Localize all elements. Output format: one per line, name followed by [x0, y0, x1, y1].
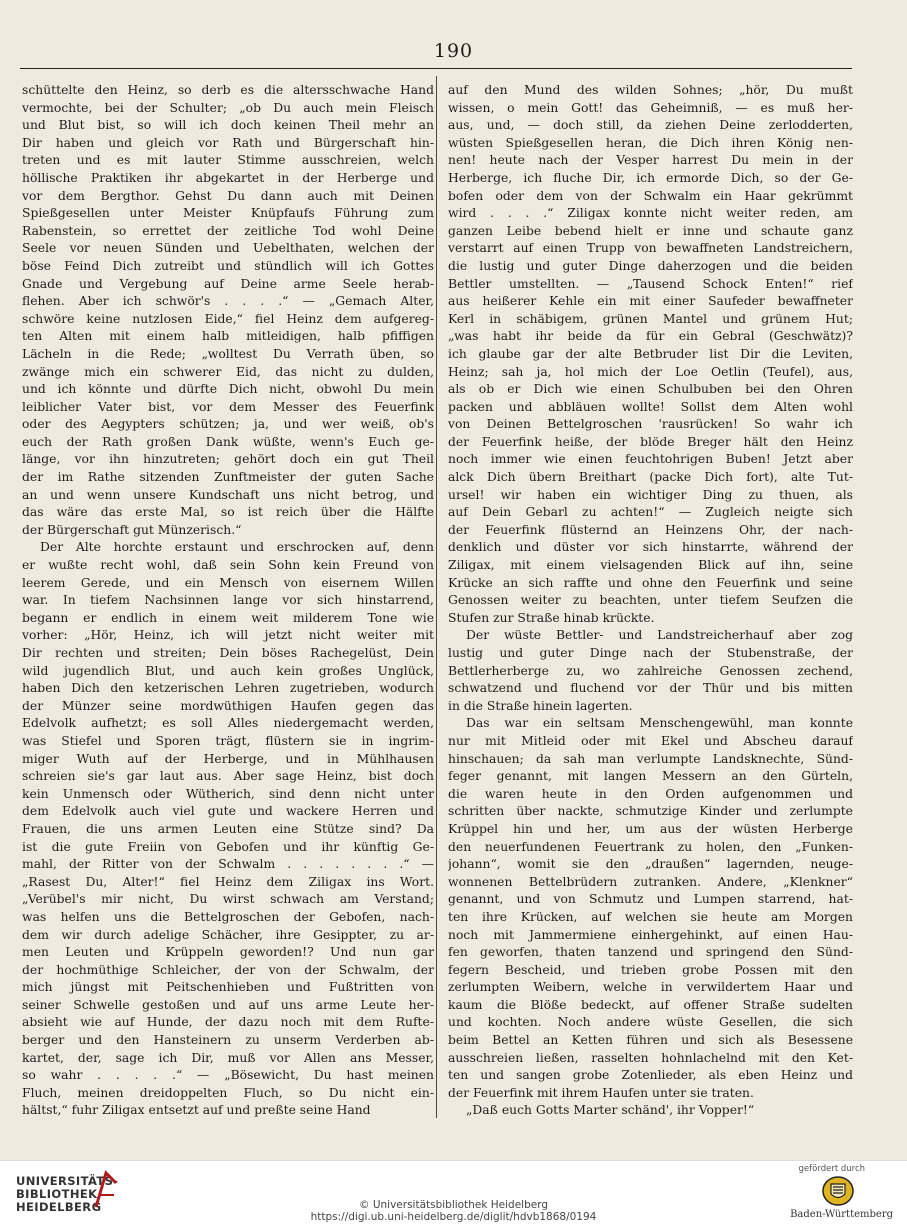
left-column-line: schüttelte den Heinz, so derb es die altersschwache Hand — [22, 83, 434, 97]
left-column-line: und ich könnte und dürfte Dich nicht, obwohl Du mein — [22, 382, 434, 397]
right-column-line: Krüppel hin und her, um aus der wüsten Herberge — [448, 821, 853, 836]
left-column-line: vermochte, bei der Schulter; „ob Du auch mein Fleisch — [22, 100, 434, 115]
right-column-line: Bettler umstellten. — „Tausend Schock Enten!“ rief — [448, 276, 853, 291]
right-column-line: auf den Mund des wilden Sohnes; „hör, Du mußt — [448, 83, 853, 97]
right-column-line: aus, und, — doch still, da ziehen Deine zerlodderten, — [448, 118, 853, 133]
right-column-line: von Deinen Bettelgroschen 'rausrücken! So wahr ich — [448, 417, 853, 432]
right-column-line: schritten über nackte, schmutzige Kinder und zerlumpte — [448, 804, 853, 819]
left-column-line: treten und es mit lauter Stimme ausschreien, welch — [22, 153, 434, 168]
right-column-line: zerlumpten Weibern, welche in verwildertem Haar und — [448, 980, 853, 995]
right-column-line: kaum die Blöße bedeckt, auf offener Straße sudelten — [448, 997, 853, 1012]
left-column-line: Spießgesellen unter Meister Knüpfaufs Führung zum — [22, 206, 434, 221]
left-column-line: schwöre keine nutzlosen Eide,“ fiel Heinz dem aufgereg- — [22, 311, 434, 326]
left-column-line: Fluch, meinen dreidoppelten Fluch, so Du nicht ein- — [22, 1085, 434, 1100]
right-column-line: Ziligax, mit einem vielsagenden Blick auf ihn, seine — [448, 558, 853, 573]
right-column-line: Heinz; sah ja, hol mich der Loe Oetlin (Teufel), aus, — [448, 364, 853, 379]
right-column-line: lustig und guter Dinge nach der Stubenstraße, der — [448, 646, 853, 660]
right-column-line: feger genannt, mit langen Messern an den Gürteln, — [448, 769, 853, 784]
left-column-line: „Rasest Du, Alter!“ fiel Heinz dem Ziligax ins Wort. — [22, 874, 434, 889]
left-column-line: seiner Schwelle gestoßen und auf uns arme Leute her- — [22, 997, 434, 1012]
left-column-line: „Verübel's mir nicht, Du wirst schwach am Verstand; — [22, 892, 434, 907]
right-column-line: Das war ein seltsam Menschengewühl, man konnte — [466, 716, 853, 731]
right-column-line: hinschauen; da sah man verlumpte Landsknechte, Sünd- — [448, 751, 853, 766]
right-column-line: aus heißerer Kehle ein mit einer Saufeder bewaffneter — [448, 294, 853, 309]
left-column-line: das wäre das erste Mal, so ist reich über die Hälfte — [22, 505, 434, 520]
left-column-line: böse Feind Dich zutreibt und stündlich will ich Gottes — [22, 258, 434, 273]
right-column-line: schwatzend und fluchend vor der Thür und bis mitten — [448, 681, 853, 696]
right-column-line: der Feuerfink mit ihrem Haufen unter sie traten. — [448, 1085, 754, 1100]
right-column-line: alck Dich übern Breithart (packe Dich fort), alte Tut- — [448, 470, 853, 485]
right-column-line: ursel! wir haben ein wichtiger Ding zu thuen, als — [448, 487, 853, 502]
left-column-line: hältst,“ fuhr Ziligax entsetzt auf und preßte seine Hand — [22, 1103, 371, 1118]
left-column-line: so wahr . . . . .“ — „Bösewicht, Du hast meinen — [22, 1068, 434, 1083]
right-column-line: Bettlerherberge zu, wo zahlreiche Genossen zechend, — [448, 663, 853, 678]
right-column-line: bofen oder dem von der Schwalm ein Haar gekrümmt — [448, 188, 853, 203]
left-column-line: er wußte recht wohl, daß sein Sohn kein Freund von — [22, 558, 434, 573]
left-column-line: oder des Aegypters schützen; ja, und wer weiß, ob's — [22, 417, 434, 432]
left-column-line: mich jüngst mit Peitschenhieben und Fußtritten von — [22, 980, 434, 995]
copyright-notice: © Universitätsbibliothek Heidelberg — [358, 1199, 548, 1211]
right-column-line: „Daß euch Gotts Marter schänd', ihr Vopper!“ — [466, 1103, 755, 1118]
left-column — [22, 82, 434, 1120]
left-column-line: begann er endlich in einem weit milderem Tone wie — [22, 610, 434, 625]
right-column-line: wissen, o mein Gott! das Geheimniß, — es muß her- — [448, 100, 853, 115]
right-column-line: in die Straße hinein lagerten. — [448, 698, 633, 713]
right-column-line: wird . . . .“ Ziligax konnte nicht weiter reden, am — [448, 206, 853, 221]
right-column-line: fegern Bescheid, und trieben grobe Possen mit den — [448, 962, 853, 977]
left-column-line: dem wir durch adelige Schächer, ihre Gesippter, zu ar- — [22, 927, 434, 942]
left-column-line: der im Rathe sitzenden Zunftmeister der guten Sache — [22, 470, 434, 485]
left-column-line: Der Alte horchte erstaunt und erschrocken auf, denn — [40, 540, 434, 555]
right-column-line: „was habt ihr beide da für ein Gebral (Geschwätz)? — [448, 329, 853, 344]
left-column-line: vorher: „Hör, Heinz, ich will jetzt nicht weiter mit — [22, 628, 434, 643]
right-column-line: johann“, womit sie den „draußen“ lagernden, neuge- — [448, 857, 853, 872]
right-column-line: ich glaube gar der alte Betbruder list Dir die Leviten, — [448, 346, 853, 361]
permalink[interactable]: https://digi.ub.uni-heidelberg.de/diglit/hdvb1868/0194 — [310, 1211, 597, 1223]
library-name-line2: BIBLIOTHEK — [16, 1187, 98, 1201]
left-column-line: war. In tiefem Nachsinnen lange vor sich hinstarrend, — [22, 593, 434, 608]
right-column-line: die waren heute in den Orden aufgenommen und — [448, 786, 853, 801]
right-column-line: der Feuerfink heiße, der blöde Breger hält den Heinz — [448, 434, 853, 449]
right-column-line: den neuerfundenen Feuertrank zu holen, den „Funken- — [448, 839, 853, 854]
left-column-line: Frauen, die uns armen Leuten eine Stütze sind? Da — [22, 821, 434, 836]
right-column-line: Genossen weiter zu beachten, unter tiefem Seufzen die — [448, 593, 853, 608]
left-column-line: euch der Rath großen Dank wüßte, wenn's Euch ge- — [22, 434, 434, 449]
right-column-line: Krücke an sich raffte und ohne den Feuerfink und seine — [448, 575, 853, 590]
left-column-line: was Stiefel und Sporen trägt, flüstern sie in ingrim- — [22, 733, 434, 748]
right-column-line: genannt, und von Schmutz und Lumpen starrend, hat- — [448, 892, 853, 907]
left-column-line: schreien sie's gar laut aus. Aber sage Heinz, bist doch — [22, 769, 434, 784]
right-column-line: nur mit Mitleid oder mit Ekel und Abscheu darauf — [448, 733, 853, 748]
right-column-line: denklich und düster vor sich hinstarrte, während der — [448, 540, 853, 555]
page-number: 190 — [433, 40, 474, 62]
left-column-line: dem Edelvolk auch viel gute und wackere Herren und — [22, 804, 434, 819]
header-rule — [20, 68, 852, 69]
right-column-line: Herberge, ich fluche Dir, ich ermorde Dich, so der Ge- — [448, 170, 853, 185]
left-column-line: flehen. Aber ich schwör's . . . .“ — „Gemach Alter, — [22, 294, 434, 309]
right-column-line: die lustig und guter Dinge daherzogen und die beiden — [448, 258, 853, 273]
right-column-line: beim Bettel an Ketten führen und sich als Besessene — [448, 1033, 853, 1048]
right-column-line: ten und sangen grobe Zotenlieder, als eben Heinz und — [448, 1068, 853, 1083]
left-column-line: und Blut bist, so will ich doch keinen Theil mehr an — [22, 118, 434, 133]
right-column-line: nen! heute nach der Vesper harrest Du mein in der — [448, 153, 853, 168]
left-column-line: kartet, der, sage ich Dir, muß vor Allen ans Messer, — [22, 1050, 434, 1065]
left-column-line: ist die gute Freiin von Gebofen und ihr künftig Ge- — [22, 839, 434, 854]
left-column-line: Rabenstein, so errettet der zeitliche Tod wohl Deine — [22, 223, 434, 238]
right-column-line: noch mit Jammermiene einhergehinkt, auf einen Hau- — [448, 927, 853, 942]
left-column-line: Edelvolk aufhetzt; es soll Alles niedergemacht werden, — [22, 716, 434, 731]
left-column-line: länge, vor ihn hinzutreten; gehört doch ein gut Theil — [22, 452, 434, 467]
footer-bar — [0, 1160, 907, 1224]
left-column-line: leerem Gerede, und ein Mensch von eisernem Willen — [22, 575, 434, 590]
funder-name[interactable]: Baden-Württemberg — [790, 1209, 893, 1220]
left-column-line: der Münzer seine mordwüthigen Haufen gegen das — [22, 698, 434, 713]
right-column-line: ausschreien ließen, rasselten hohnlachelnd mit den Ket- — [448, 1050, 853, 1065]
right-column-line: fen geworfen, thaten tanzend und springend den Sünd- — [448, 945, 853, 960]
right-column-line: und kochten. Noch andere wüste Gesellen, die sich — [448, 1015, 853, 1030]
left-column-line: höllische Praktiken ihr abgekartet in der Herberge und — [22, 170, 434, 185]
right-column-line: der Feuerfink flüsternd an Heinzens Ohr, der nach- — [448, 522, 853, 537]
library-name-line3: HEIDELBERG — [16, 1200, 102, 1214]
right-column-line: wonnenen Bettelbrüdern zutranken. Andere, „Klenkner“ — [448, 874, 853, 889]
left-column-line: zwänge mich ein schwerer Eid, das nicht zu dulden, — [22, 364, 434, 379]
left-column-line: Lächeln in die Rede; „wolltest Du Verrath üben, so — [22, 346, 434, 361]
left-column-line: kein Unmensch oder Wütherich, sind denn nicht unter — [22, 786, 434, 801]
right-column-line: wüsten Spießgesellen heran, die Dich ihren König nen- — [448, 135, 853, 150]
left-column-line: Gnade und Vergebung auf Deine arme Seele herab- — [22, 276, 434, 291]
left-column-line: was helfen uns die Bettelgroschen der Gebofen, nach- — [22, 909, 434, 924]
right-column-line: auf Dein Gebarl zu achten!“ — Zugleich neigte sich — [448, 505, 853, 520]
right-column-line: Der wüste Bettler- und Landstreicherhauf aber zog — [466, 628, 853, 643]
right-column-line: noch immer wie einen feuchtohrigen Buben! Jetzt aber — [448, 452, 853, 467]
left-column-line: ten Alten mit einem halb mitleidigen, halb pfiffigen — [22, 329, 434, 344]
left-column-line: an und wenn unsere Kundschaft uns nicht betrog, und — [22, 487, 434, 502]
left-column-line: absieht wie auf Hunde, der dazu noch mit dem Rufte- — [22, 1015, 434, 1030]
left-column-line: mahl, der Ritter von der Schwalm . . . . . . . .“ — — [22, 857, 434, 872]
right-column-line: als ob er Dich wie einen Schulbuben bei den Ohren — [448, 382, 853, 397]
right-column-line: ganzen Leibe bebend hielt er inne und schaute ganz — [448, 223, 853, 238]
coat-of-arms-icon — [821, 1175, 855, 1207]
left-column-line: vor dem Bergthor. Gehst Du dann auch mit Deinen — [22, 188, 434, 203]
left-column-line: leiblicher Vater bist, vor dem Messer des Feuerfink — [22, 399, 434, 414]
right-column-line: packen und abbläuen wollte! Sollst dem Alten wohl — [448, 399, 853, 414]
right-column-line: ten ihre Krücken, auf welchen sie heute am Morgen — [448, 909, 853, 924]
left-column-line: men Leuten und Krüppeln geworden!? Und nun gar — [22, 945, 434, 960]
left-column-line: Seele vor neuen Sünden und Uebelthaten, welchen der — [22, 241, 434, 256]
left-column-line: miger Wuth auf der Herberge, und in Mühlhausen — [22, 751, 434, 766]
left-column-line: Dir haben und gleich vor Rath und Bürgerschaft hin- — [22, 135, 434, 150]
left-column-line: der hochmüthige Schleicher, der von der Schwalm, der — [22, 962, 434, 977]
left-column-line: Dir rechten und streiten; Dein böses Rachegelüst, Dein — [22, 646, 434, 660]
funding-label: gefördert durch — [798, 1164, 865, 1174]
right-column — [448, 82, 853, 1120]
left-column-line: haben Dich den ketzerischen Lehren zugetrieben, wodurch — [22, 681, 434, 696]
left-column-line: berger und den Hansteinern zu unserm Verderben ab- — [22, 1033, 434, 1048]
right-column-line: verstarrt auf einen Trupp von bewaffneten Landstreichern, — [448, 241, 853, 256]
left-column-line: der Bürgerschaft gut Münzerisch.“ — [22, 522, 242, 537]
left-column-line: wild jugendlich Blut, und auch kein großes Unglück, — [22, 663, 434, 678]
column-divider — [436, 76, 437, 1118]
right-column-line: Stufen zur Straße hinab krückte. — [448, 610, 655, 625]
library-name-line1: UNIVERSITÄTS- — [16, 1174, 119, 1188]
right-column-line: Kerl in schäbigem, grünen Mantel und grünem Hut; — [448, 311, 853, 326]
